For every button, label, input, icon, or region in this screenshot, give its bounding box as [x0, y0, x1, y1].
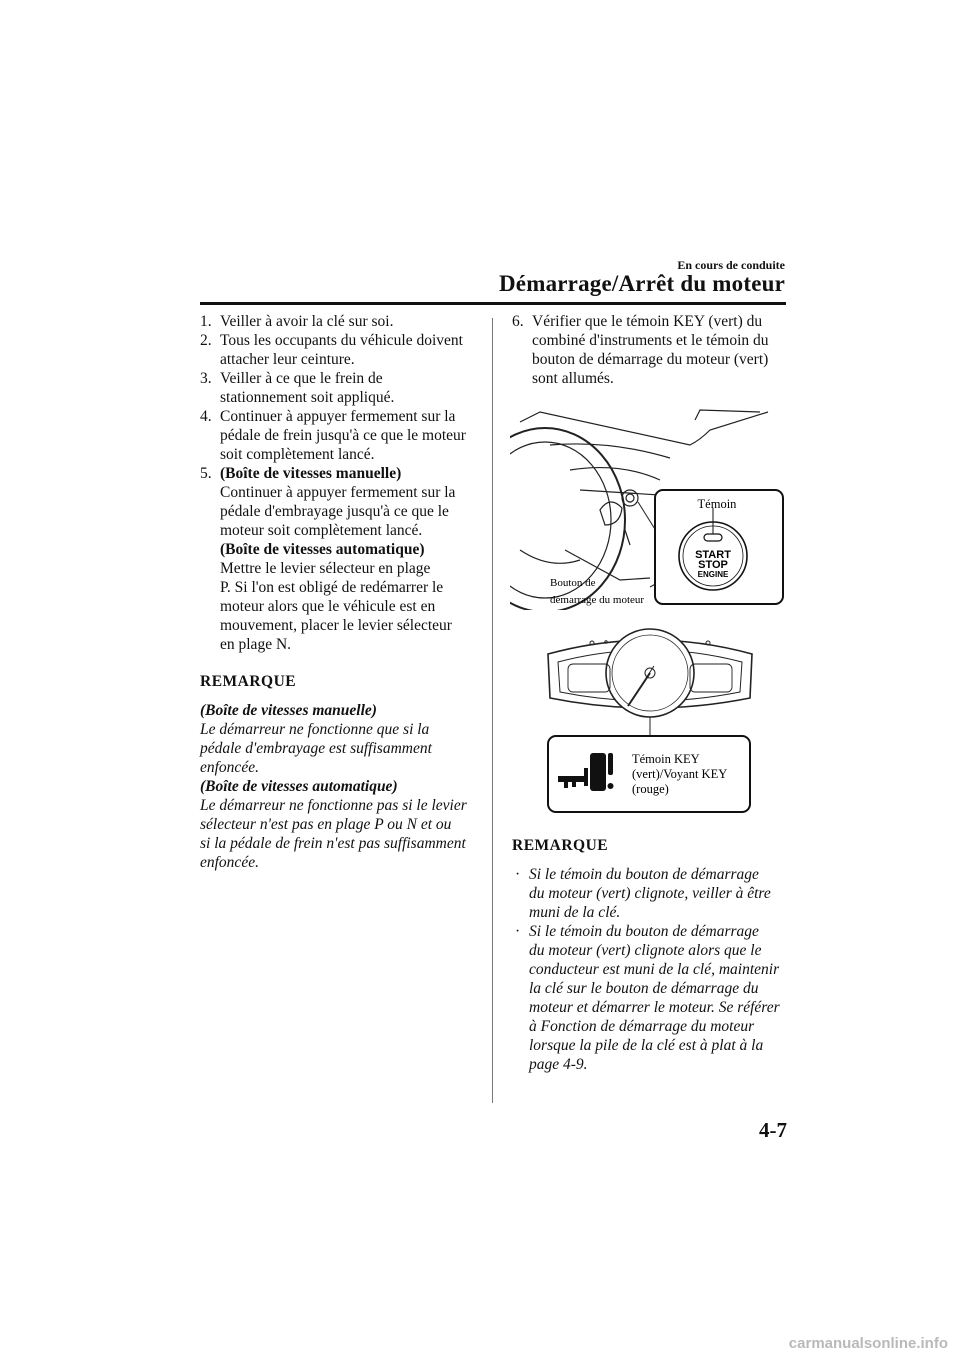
- step-text: Veiller à avoir la clé sur soi.: [220, 313, 394, 330]
- step-text: Continuer à appuyer fermement sur la: [220, 408, 456, 425]
- remark-text: à Fonction de démarrage du moteur: [529, 1018, 755, 1035]
- remark-text: si la pédale de frein n'est pas suffisamment: [200, 835, 466, 852]
- remark-text: conducteur est muni de la clé, maintenir: [529, 961, 780, 978]
- remark-text: Le démarreur ne fonctionne pas si le levier: [200, 797, 467, 814]
- button-text-engine: ENGINE: [697, 570, 729, 579]
- remark-text: enfoncée.: [200, 854, 259, 871]
- remark-text: muni de la clé.: [529, 904, 621, 921]
- step-text: bouton de démarrage du moteur (vert): [532, 351, 769, 368]
- step-text: soit complètement lancé.: [220, 446, 375, 463]
- step-text: en plage N.: [220, 636, 292, 653]
- list-item: [512, 865, 788, 922]
- key-label: Témoin KEY: [632, 752, 700, 766]
- header-divider: [200, 302, 786, 305]
- section-label: En cours de conduite: [677, 258, 785, 272]
- page-title: Démarrage/Arrêt du moteur: [499, 271, 785, 296]
- remark-block-right: [512, 836, 788, 1074]
- label-start-button: Bouton de: [550, 577, 596, 589]
- watermark: carmanualsonline.info: [788, 1335, 948, 1352]
- remark-text: enfoncée.: [200, 759, 259, 776]
- remark-text: moteur et démarrer le moteur. Se référer: [529, 999, 780, 1016]
- step-text: pédale de frein jusqu'à ce que le moteur: [220, 427, 466, 444]
- step-text: Tous les occupants du véhicule doivent: [220, 332, 463, 349]
- left-column: [200, 312, 480, 872]
- remark-text: du moteur (vert) clignote alors que le: [529, 942, 762, 959]
- label-start-button: démarrage du moteur: [550, 594, 645, 606]
- step-subheading: (Boîte de vitesses manuelle): [220, 465, 402, 482]
- list-item: [512, 922, 788, 1074]
- remark-block: [200, 672, 480, 872]
- step-text: Vérifier que le témoin KEY (vert) du: [532, 313, 763, 330]
- step-number: 4.: [200, 408, 212, 425]
- step-number: 3.: [200, 370, 212, 387]
- remark-subheading: (Boîte de vitesses manuelle): [200, 702, 377, 719]
- list-item: [200, 312, 480, 331]
- step-number: 6.: [512, 313, 524, 330]
- step-text: stationnement soit appliqué.: [220, 389, 395, 406]
- list-item: [200, 331, 480, 369]
- step-text: sont allumés.: [532, 370, 614, 387]
- list-item: [512, 312, 788, 388]
- remark-text: page 4-9.: [529, 1056, 588, 1073]
- remark-title: REMARQUE: [200, 673, 297, 690]
- list-item: [200, 464, 480, 654]
- step-text: Veiller à ce que le frein de: [220, 370, 383, 387]
- cluster-illustration: [540, 628, 760, 818]
- remark-text: sélecteur n'est pas en plage P ou N et ou: [200, 816, 452, 833]
- step-text: moteur alors que le véhicule est en: [220, 598, 436, 615]
- list-item: [200, 369, 480, 407]
- key-label: (rouge): [632, 782, 669, 796]
- list-item: [200, 407, 480, 464]
- column-divider: [492, 318, 493, 1103]
- key-label: (vert)/Voyant KEY: [632, 767, 728, 781]
- step-text: moteur soit complètement lancé.: [220, 522, 423, 539]
- button-text-stop: STOP: [698, 559, 728, 571]
- remark-text: lorsque la pile de la clé est à plat à la: [529, 1037, 764, 1054]
- remark-text: Le démarreur ne fonctionne que si la: [200, 721, 430, 738]
- remark-text: la clé sur le bouton de démarrage du: [529, 980, 759, 997]
- dashboard-illustration: [510, 400, 790, 610]
- step-text: pédale d'embrayage jusqu'à ce que le: [220, 503, 449, 520]
- remark-text: Si le témoin du bouton de démarrage: [529, 866, 759, 883]
- remark-title: REMARQUE: [512, 837, 609, 854]
- step-number: 1.: [200, 313, 212, 330]
- remark-subheading: (Boîte de vitesses automatique): [200, 778, 398, 795]
- remark-text: du moteur (vert) clignote, veiller à être: [529, 885, 771, 902]
- step-subheading: (Boîte de vitesses automatique): [220, 541, 425, 558]
- step-text: P. Si l'on est obligé de redémarrer le: [220, 579, 444, 596]
- step-number: 2.: [200, 332, 212, 349]
- remark-text: pédale d'embrayage est suffisamment: [200, 740, 432, 757]
- indicator-light: [704, 534, 722, 541]
- bullet-dot: ·: [515, 923, 521, 940]
- page-number: 4-7: [759, 1118, 787, 1142]
- remark-text: Si le témoin du bouton de démarrage: [529, 923, 759, 940]
- button-text-start: START: [695, 549, 731, 561]
- step-text: Continuer à appuyer fermement sur la: [220, 484, 456, 501]
- step-number: 5.: [200, 465, 212, 482]
- step-text: mouvement, placer le levier sélecteur: [220, 617, 452, 634]
- callout-temoin: Témoin: [697, 497, 737, 511]
- step-text: combiné d'instruments et le témoin du: [532, 332, 769, 349]
- step-text: Mettre le levier sélecteur en plage: [220, 560, 431, 577]
- step-text: attacher leur ceinture.: [220, 351, 355, 368]
- bullet-dot: ·: [515, 866, 521, 883]
- right-column: [512, 312, 788, 388]
